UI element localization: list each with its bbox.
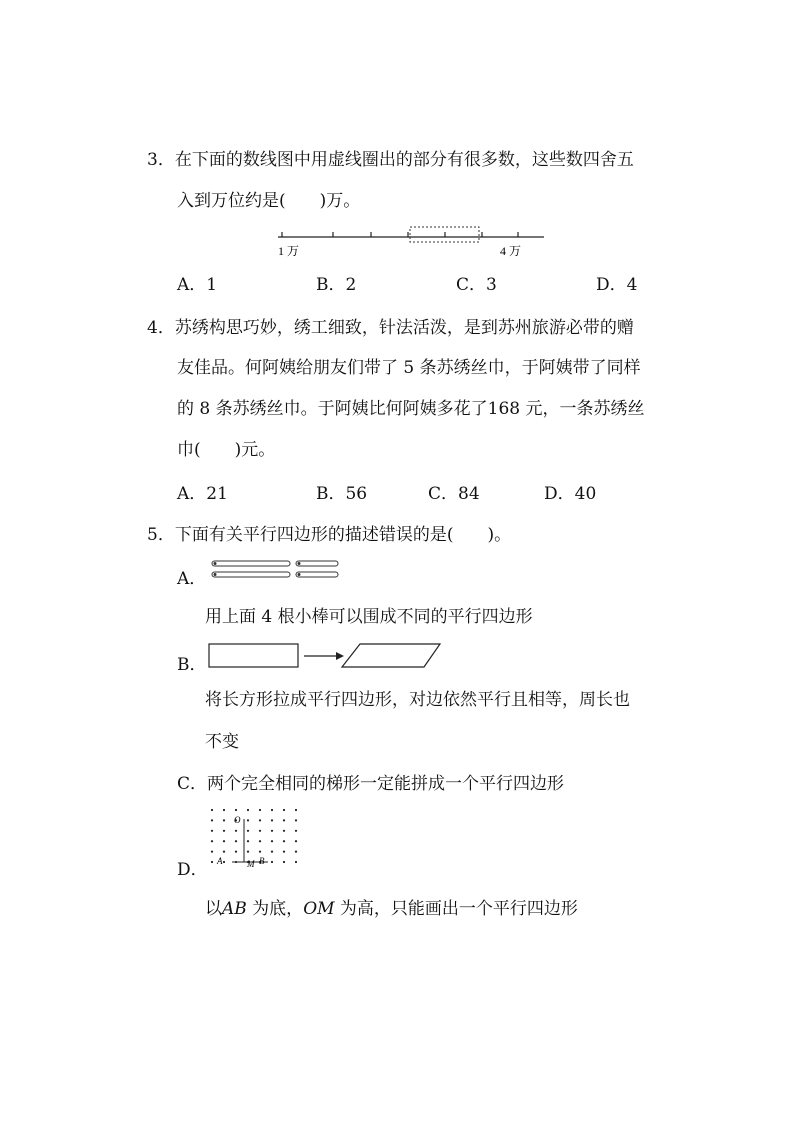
grid-label-b: B bbox=[259, 856, 265, 866]
q3-text-line2: 入到万位约是( )万。 bbox=[177, 191, 361, 211]
grid-dot bbox=[223, 861, 225, 863]
grid-dot bbox=[283, 830, 285, 832]
q3-option-c[interactable]: C．3 bbox=[456, 275, 497, 295]
q5-option-c[interactable]: C．两个完全相同的梯形一定能拼成一个平行四边形 bbox=[177, 774, 565, 794]
q4-text-line4: 巾( )元。 bbox=[177, 440, 276, 460]
grid-dot bbox=[235, 830, 237, 832]
grid-dot bbox=[259, 851, 261, 853]
grid-dot bbox=[211, 819, 213, 821]
grid-dot bbox=[259, 809, 261, 811]
grid-dot bbox=[235, 840, 237, 842]
q5-option-d-label[interactable]: D． bbox=[177, 860, 208, 880]
number-line-figure bbox=[278, 224, 548, 260]
grid-dot bbox=[223, 819, 225, 821]
q5-option-b-text-line2: 不变 bbox=[205, 732, 239, 752]
sticks-figure bbox=[208, 560, 343, 582]
option-d-prefix: 以 bbox=[205, 899, 222, 919]
q4-option-b[interactable]: B．56 bbox=[316, 484, 368, 504]
dot-grid-figure bbox=[208, 806, 308, 868]
q5-question-text: 5．下面有关平行四边形的描述错误的是( )。 bbox=[147, 525, 512, 545]
grid-dot bbox=[271, 830, 273, 832]
grid-dot bbox=[223, 830, 225, 832]
grid-dot bbox=[271, 819, 273, 821]
grid-label-o: O bbox=[234, 815, 241, 825]
grid-dot bbox=[283, 819, 285, 821]
grid-dot bbox=[259, 830, 261, 832]
number-line-left-label: 1 万 bbox=[278, 244, 300, 258]
grid-dot bbox=[259, 819, 261, 821]
segment-ab: AB bbox=[222, 899, 247, 919]
grid-dot bbox=[295, 819, 297, 821]
grid-dot bbox=[271, 861, 273, 863]
grid-dot bbox=[211, 830, 213, 832]
grid-dot bbox=[295, 809, 297, 811]
grid-dot bbox=[283, 861, 285, 863]
grid-dot bbox=[223, 851, 225, 853]
q4-text-line3: 的 8 条苏绣丝巾。于阿姨比何阿姨多花了168 元，一条苏绣丝 bbox=[177, 399, 645, 419]
q3-option-a[interactable]: A．1 bbox=[177, 275, 218, 295]
q4-option-c[interactable]: C．84 bbox=[428, 484, 480, 504]
q4-text-line2: 友佳品。何阿姨给朋友们带了 5 条苏绣丝巾，于阿姨带了同样 bbox=[177, 358, 641, 378]
grid-dot bbox=[259, 840, 261, 842]
grid-dot bbox=[211, 861, 213, 863]
grid-dot bbox=[211, 851, 213, 853]
q4-option-a[interactable]: A．21 bbox=[177, 484, 228, 504]
grid-dot bbox=[223, 809, 225, 811]
q5-option-b-text-line1: 将长方形拉成平行四边形，对边依然平行且相等，周长也 bbox=[205, 690, 630, 710]
option-d-mid: 为底， bbox=[246, 899, 304, 919]
grid-dot bbox=[283, 809, 285, 811]
grid-dot bbox=[235, 851, 237, 853]
grid-dot bbox=[247, 809, 249, 811]
q5-option-d-text bbox=[205, 899, 578, 919]
q3-option-b[interactable]: B．2 bbox=[316, 275, 357, 295]
grid-dot bbox=[247, 819, 249, 821]
grid-dot bbox=[295, 830, 297, 832]
grid-dot bbox=[271, 851, 273, 853]
grid-dot bbox=[271, 840, 273, 842]
grid-dot bbox=[223, 840, 225, 842]
grid-dot bbox=[211, 809, 213, 811]
q4-text-line1: 4．苏绣构思巧妙，绣工细致，针法活泼，是到苏州旅游必带的赠 bbox=[147, 318, 634, 338]
q5-option-a-label[interactable]: A． bbox=[177, 569, 207, 589]
option-d-suffix: 为高，只能画出一个平行四边形 bbox=[334, 899, 578, 919]
segment-om: OM bbox=[303, 899, 335, 919]
number-line-right-label: 4 万 bbox=[500, 244, 522, 258]
q3-text-line1: 3．在下面的数线图中用虚线圈出的部分有很多数，这些数四舍五 bbox=[147, 150, 634, 170]
q4-option-d[interactable]: D．40 bbox=[544, 484, 597, 504]
grid-label-m: M bbox=[247, 859, 255, 869]
grid-dot bbox=[283, 851, 285, 853]
grid-dot bbox=[211, 840, 213, 842]
grid-dot bbox=[235, 809, 237, 811]
grid-dot bbox=[295, 851, 297, 853]
grid-dot bbox=[283, 840, 285, 842]
q3-option-d[interactable]: D．4 bbox=[596, 275, 638, 295]
grid-dot bbox=[295, 840, 297, 842]
grid-label-a: A bbox=[217, 856, 223, 866]
grid-dot bbox=[247, 840, 249, 842]
grid-dot bbox=[271, 809, 273, 811]
rectangle-to-parallelogram-figure bbox=[208, 642, 448, 672]
grid-dot bbox=[247, 830, 249, 832]
grid-dot bbox=[247, 851, 249, 853]
q5-option-a-text: 用上面 4 根小棒可以围成不同的平行四边形 bbox=[205, 607, 533, 627]
q5-option-b-label[interactable]: B． bbox=[177, 655, 207, 675]
grid-dot bbox=[295, 861, 297, 863]
